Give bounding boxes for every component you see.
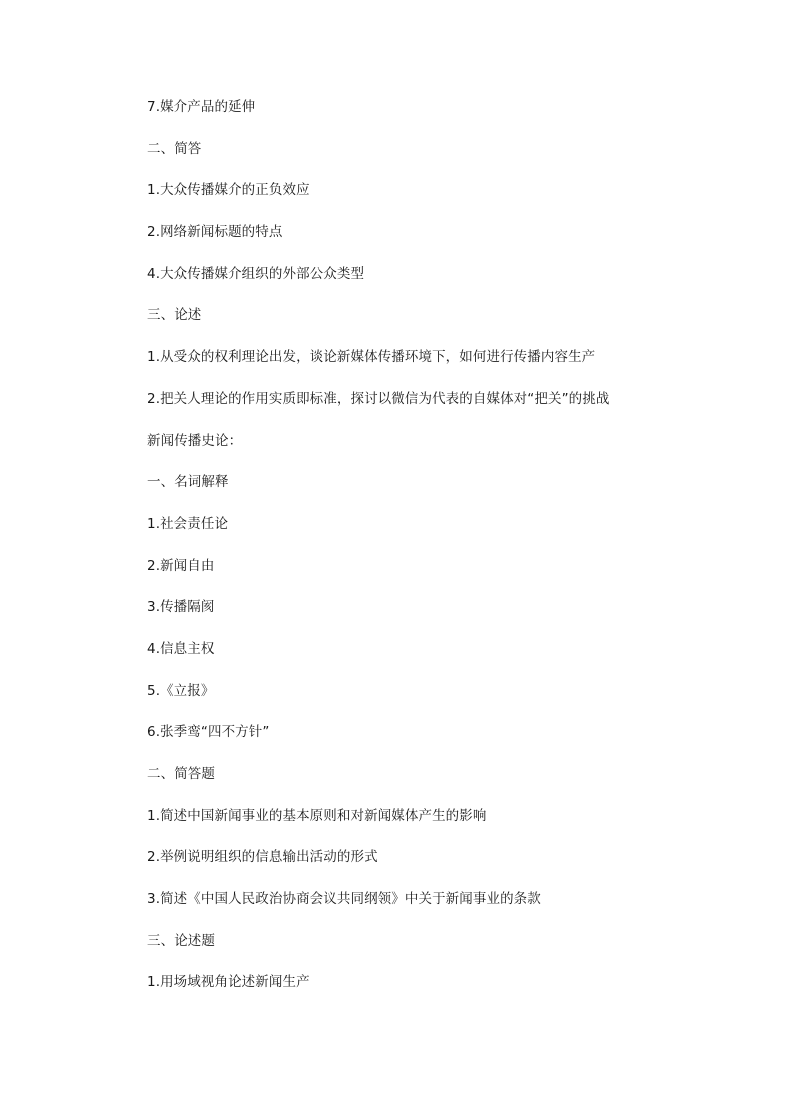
outline-item: 4.信息主权 (147, 640, 215, 657)
outline-item: 2.把关人理论的作用实质即标准，探讨以微信为代表的自媒体对“把关”的挑战 (147, 390, 610, 407)
outline-item: 7.媒介产品的延伸 (147, 99, 256, 115)
outline-item: 3.传播隔阂 (147, 599, 215, 616)
outline-item: 1.大众传播媒介的正负效应 (147, 182, 310, 199)
exam-outline (147, 96, 609, 1013)
subject-heading: 新闻传播史论： (147, 432, 243, 449)
outline-item: 1.用场域视角论述新闻生产 (147, 974, 310, 991)
section-heading: 二、简答 (147, 140, 202, 157)
outline-item: 1.简述中国新闻事业的基本原则和对新闻媒体产生的影响 (147, 807, 487, 824)
section-heading: 三、论述 (147, 307, 202, 324)
outline-item: 2.网络新闻标题的特点 (147, 224, 283, 241)
section-heading: 一、名词解释 (147, 474, 229, 491)
section-heading: 三、论述题 (147, 932, 215, 949)
outline-item: 1.社会责任论 (147, 515, 229, 532)
outline-item: 1.从受众的权利理论出发，谈论新媒体传播环境下，如何进行传播内容生产 (147, 349, 596, 366)
outline-item: 5.《立报》 (147, 682, 215, 699)
outline-item: 2.新闻自由 (147, 557, 215, 574)
section-heading: 二、简答题 (147, 766, 215, 782)
outline-item: 6.张季鸾“四不方针” (147, 724, 270, 741)
outline-item: 4.大众传播媒介组织的外部公众类型 (147, 265, 365, 282)
outline-item: 3.简述《中国人民政治协商会议共同纲领》中关于新闻事业的条款 (147, 891, 541, 908)
outline-item: 2.举例说明组织的信息输出活动的形式 (147, 849, 378, 866)
